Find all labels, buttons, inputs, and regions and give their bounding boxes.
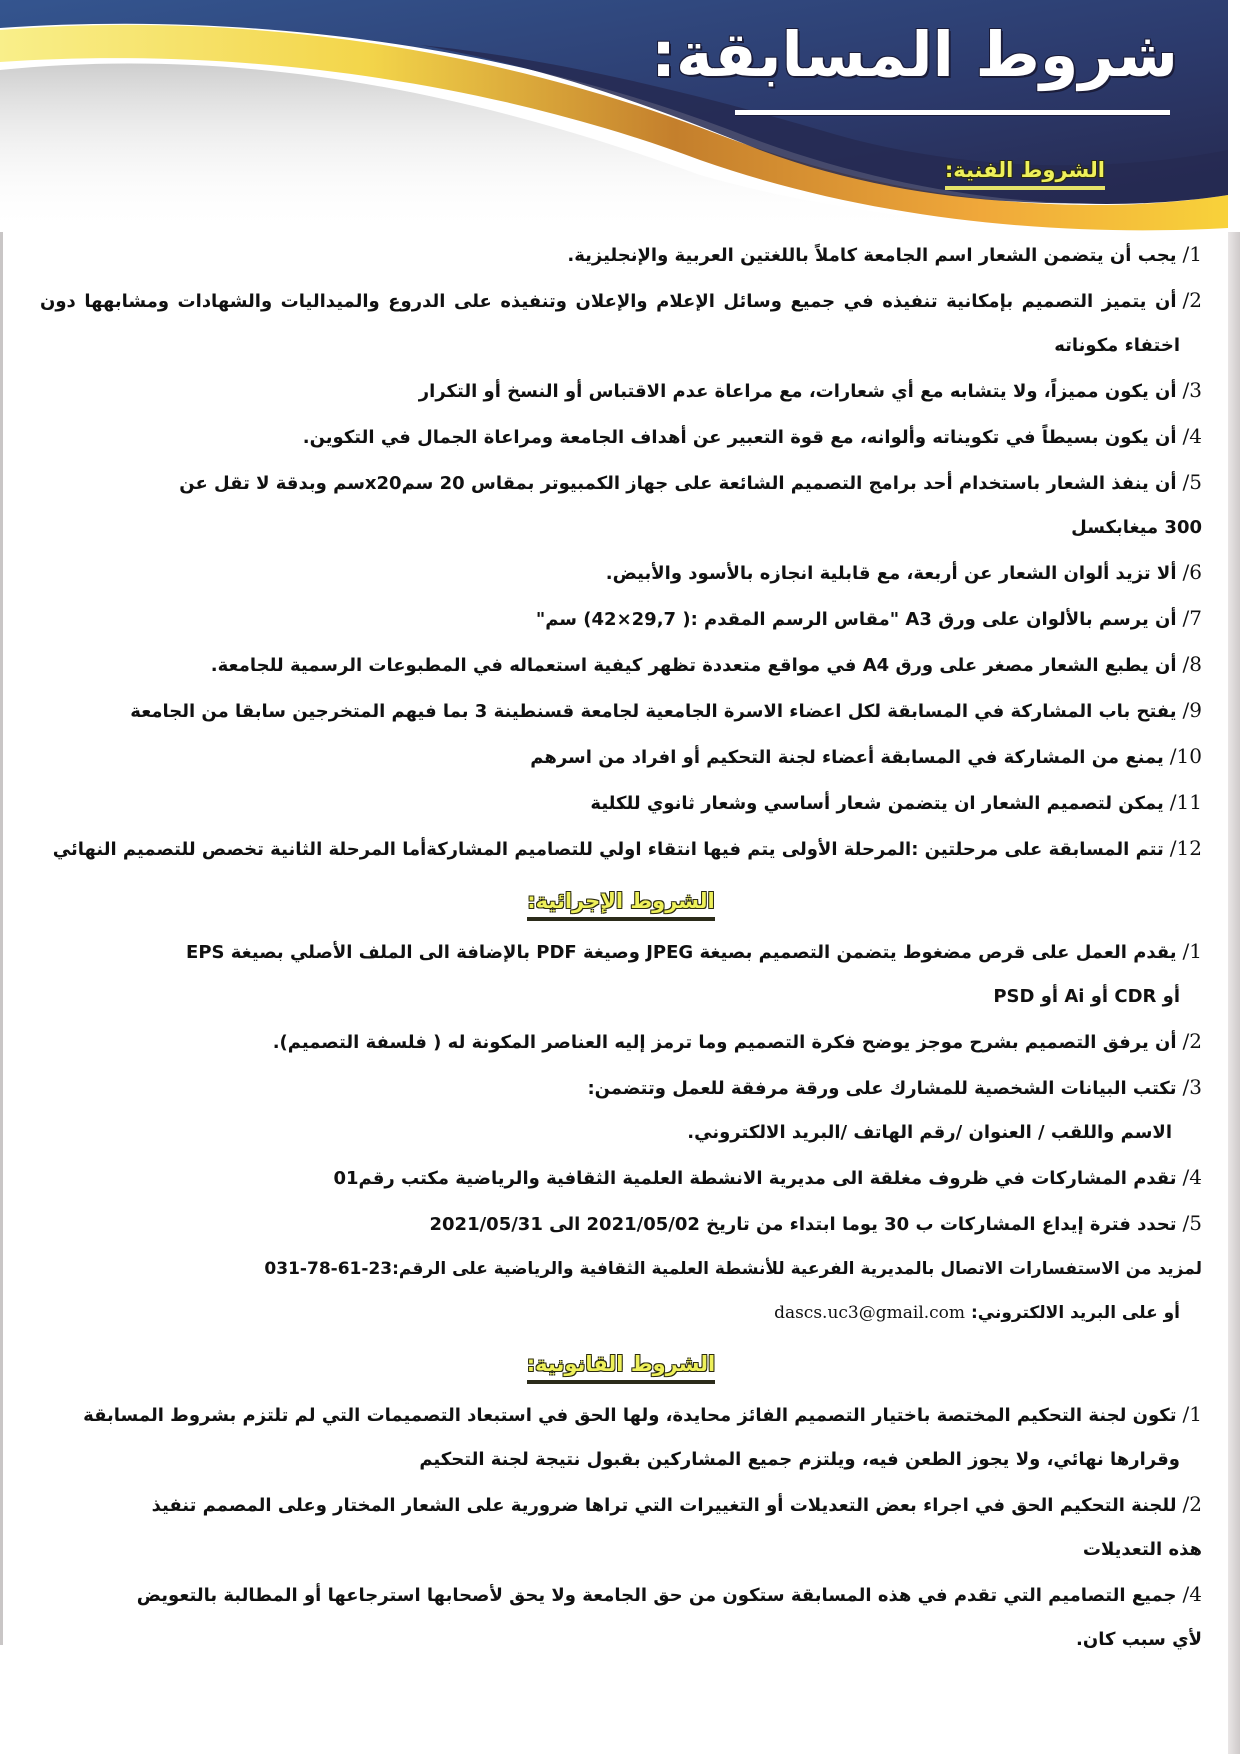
item-number: 6/ [1182, 560, 1202, 584]
document-body [40, 232, 1202, 1662]
item-text: أن ينفذ الشعار باستخدام أحد برامج التصميم الشائعة على جهاز الكمبيوتر بمقاس 20 سمx20سم وبدقة لا تقل عن [179, 473, 1177, 494]
item-text: جميع التصاميم التي تقدم في هذه المسابقة ستكون من حق الجامعة ولا يحق لأصحابها استرجاعها أو المطالبة بالتعويض [136, 1585, 1177, 1606]
list-item-continuation: الاسم واللقب / العنوان /رقم الهاتف /البريد الالكتروني. [687, 1122, 1172, 1143]
item-text: أن يتميز التصميم بإمكانية تنفيذه في جميع وسائل الإعلام والإعلان وتنفيذه على الدروع والميداليات والشهادات ومشابهها دون [40, 291, 1177, 312]
item-number: 5/ [1182, 470, 1202, 494]
item-text: يمنع من المشاركة في المسابقة أعضاء لجنة التحكيم أو افراد من اسرهم [530, 747, 1164, 768]
list-item [40, 642, 1202, 688]
item-text: أن يرفق التصميم بشرح موجز يوضح فكرة التصميم وما ترمز إليه العناصر المكونة له ( فلسفة التصميم). [272, 1032, 1177, 1053]
section-heading-row [40, 872, 1202, 929]
list-item [40, 1572, 1202, 1618]
header-banner [0, 0, 1240, 232]
item-text: ألا تزيد ألوان الشعار عن أربعة، مع قابلية انجازه بالأسود والأبيض. [605, 563, 1177, 584]
list-item [40, 1155, 1202, 1201]
section-heading-legal: الشروط القانونية: [527, 1349, 715, 1384]
list-item [40, 688, 1202, 734]
item-number: 10/ [1169, 744, 1202, 768]
item-text: يمكن لتصميم الشعار ان يتضمن شعار أساسي وشعار ثانوي للكلية [590, 793, 1164, 814]
item-text: يفتح باب المشاركة في المسابقة لكل اعضاء الاسرة الجامعية لجامعة قسنطينة 3 بما فيهم المتخرجين سابقا من الجامعة [130, 701, 1177, 722]
contact-info: لمزيد من الاستفسارات الاتصال بالمديرية الفرعية للأنشطة العلمية الثقافية والرياضية على الرقم:23-61-78-031 [264, 1259, 1202, 1279]
item-number: 3/ [1182, 378, 1202, 402]
item-text: تكون لجنة التحكيم المختصة باختيار التصميم الفائز محايدة، ولها الحق في استبعاد التصميمات التي لم تلتزم بشروط المسابقة [83, 1405, 1177, 1426]
item-text: أن يكون مميزاً، ولا يتشابه مع أي شعارات، مع مراعاة عدم الاقتباس أو النسخ أو التكرار [418, 381, 1177, 402]
item-number: 5/ [1182, 1211, 1202, 1235]
list-item [40, 460, 1202, 506]
item-text: للجنة التحكيم الحق في اجراء بعض التعديلات أو التغييرات التي تراها ضرورية على الشعار المختار وعلى المصمم تنفيذ [151, 1495, 1177, 1516]
list-item [40, 596, 1202, 642]
list-item [40, 826, 1202, 872]
section-heading-technical: الشروط الفنية: [945, 155, 1105, 190]
email-line [40, 1291, 1202, 1335]
list-item [40, 414, 1202, 460]
list-item [40, 929, 1202, 975]
list-item [40, 734, 1202, 780]
list-item [40, 550, 1202, 596]
item-text: يجب أن يتضمن الشعار اسم الجامعة كاملاً باللغتين العربية والإنجليزية. [567, 245, 1177, 266]
email-link[interactable]: dascs.uc3@gmail.com [774, 1303, 966, 1323]
list-item-continuation: أو CDR أو Ai أو PSD [993, 986, 1180, 1007]
list-item [40, 1065, 1202, 1111]
item-number: 1/ [1182, 939, 1202, 963]
item-number: 7/ [1182, 606, 1202, 630]
technical-conditions-list [40, 232, 1202, 872]
item-text: تكتب البيانات الشخصية للمشارك على ورقة مرفقة للعمل وتتضمن: [587, 1078, 1177, 1099]
item-number: 8/ [1182, 652, 1202, 676]
list-item [40, 780, 1202, 826]
item-number: 4/ [1182, 1582, 1202, 1606]
item-text: يقدم العمل على قرص مضغوط يتضمن التصميم بصيغة JPEG وصيغة PDF بالإضافة الى الملف الأصلي بصيغة EPS [186, 942, 1177, 963]
item-number: 4/ [1182, 1165, 1202, 1189]
list-item-continuation: لأي سبب كان. [1076, 1629, 1202, 1650]
list-item [40, 1019, 1202, 1065]
list-item [40, 278, 1202, 324]
item-text: أن يطبع الشعار مصغر على ورق A4 في مواقع متعددة تظهر كيفية استعماله في المطبوعات الرسمية للجامعة. [210, 655, 1177, 676]
legal-conditions-list [40, 1392, 1202, 1662]
section-heading-procedural: الشروط الإجرائية: [527, 886, 715, 921]
page-left-edge [0, 0, 3, 1645]
item-number: 3/ [1182, 1075, 1202, 1099]
list-item-continuation: هذه التعديلات [1082, 1539, 1202, 1560]
procedural-conditions-list [40, 929, 1202, 1335]
section-heading-row [40, 1335, 1202, 1392]
page-title: شروط المسابقة: [651, 18, 1178, 91]
item-text: تحدد فترة إيداع المشاركات ب 30 يوما ابتداء من تاريخ 2021/05/02 الى 2021/05/31 [429, 1214, 1177, 1235]
item-number: 1/ [1182, 242, 1202, 266]
item-number: 11/ [1169, 790, 1202, 814]
item-number: 2/ [1182, 1029, 1202, 1053]
page-right-edge [1228, 0, 1240, 1754]
item-number: 1/ [1182, 1402, 1202, 1426]
item-text: أن يكون بسيطاً في تكويناته وألوانه، مع قوة التعبير عن أهداف الجامعة ومراعاة الجمال في التكوين. [302, 427, 1177, 448]
list-item-continuation: اختفاء مكوناته [1054, 335, 1180, 356]
item-number: 4/ [1182, 424, 1202, 448]
list-item-continuation: 300 ميغابكسل [1071, 517, 1202, 538]
item-text: أن يرسم بالألوان على ورق A3 "مقاس الرسم المقدم :( 29,7×42) سم" [535, 609, 1177, 630]
email-label: أو على البريد الالكتروني: [970, 1303, 1180, 1323]
list-item [40, 1482, 1202, 1528]
item-number: 12/ [1169, 836, 1202, 860]
list-item [40, 232, 1202, 278]
list-item [40, 368, 1202, 414]
list-item [40, 1392, 1202, 1438]
title-underline [735, 110, 1170, 115]
item-text: تتم المسابقة على مرحلتين :المرحلة الأولى يتم فيها انتقاء اولي للتصاميم المشاركةأما المرحلة الثانية تخصص للتصميم النهائي [52, 839, 1164, 860]
item-number: 2/ [1182, 288, 1202, 312]
item-number: 2/ [1182, 1492, 1202, 1516]
item-number: 9/ [1182, 698, 1202, 722]
item-text: تقدم المشاركات في ظروف مغلقة الى مديرية الانشطة العلمية الثقافية والرياضية مكتب رقم01 [333, 1168, 1177, 1189]
list-item [40, 1201, 1202, 1247]
list-item-continuation: وقرارها نهائي، ولا يجوز الطعن فيه، ويلتزم جميع المشاركين بقبول نتيجة لجنة التحكيم [419, 1449, 1180, 1470]
